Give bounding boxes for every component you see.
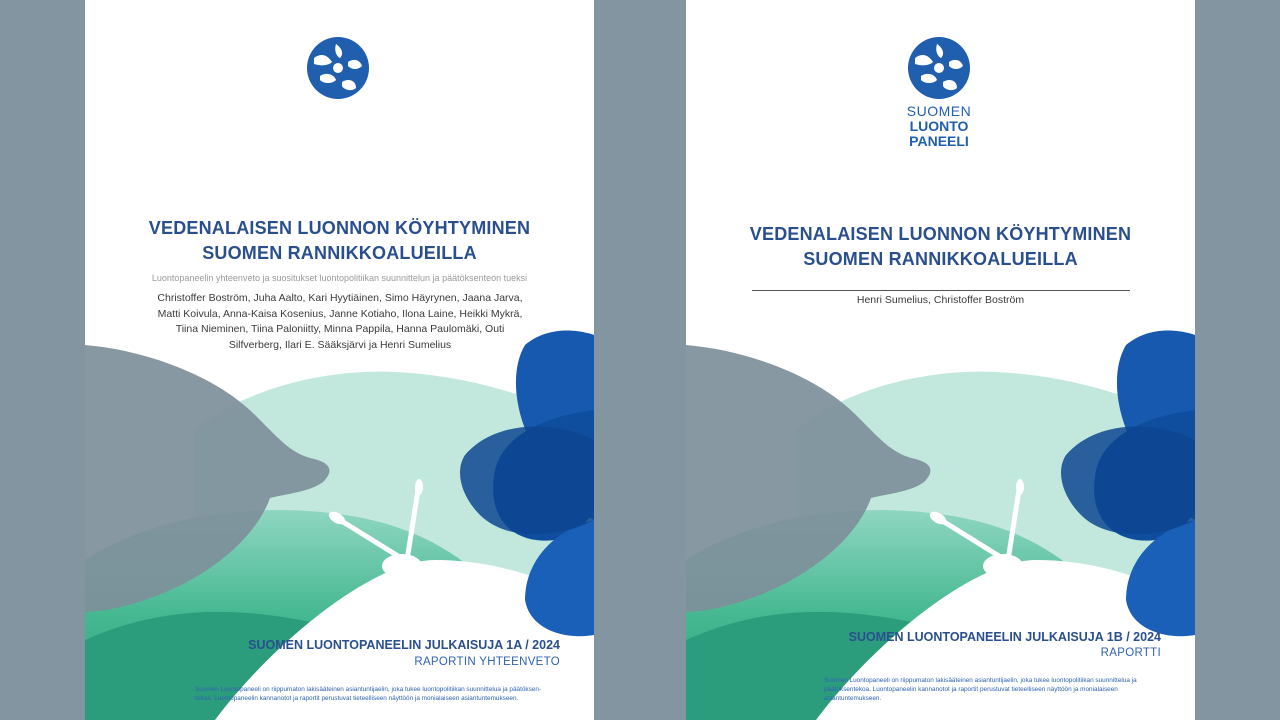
title-line-1: VEDENALAISEN LUONNON KÖYHTYMINEN — [749, 224, 1132, 244]
author-line: Tiina Nieminen, Tiina Paloniitty, Minna Pappila, Hanna Paulomäki, Outi — [175, 323, 505, 335]
publication-series: SUOMEN LUONTOPANEELIN JULKAISUJA 1B / 2024 — [848, 630, 1161, 644]
title-line-1: VEDENALAISEN LUONNON KÖYHTYMINEN — [148, 218, 531, 238]
title-line-2: SUOMEN RANNIKKOALUEILLA — [202, 243, 477, 263]
title-divider — [752, 290, 1130, 291]
author-list — [125, 291, 555, 353]
author-list: Henri Sumelius, Christoffer Boström — [856, 294, 1025, 306]
logo-word: SUOMEN — [906, 103, 972, 119]
report-title — [85, 216, 594, 266]
luontopaneeli-logo-icon — [907, 36, 971, 100]
report-title — [686, 222, 1195, 272]
title-line-2: SUOMEN RANNIKKOALUEILLA — [803, 249, 1078, 269]
footer-line: Suomen Luontopaneeli on riippumaton lakisääteinen asiantuntijaelin, joka tukee luontopolitiikan suunnittelua ja päätöksen- — [195, 686, 542, 693]
publication-series: SUOMEN LUONTOPANEELIN JULKAISUJA 1A / 2024 — [248, 638, 560, 652]
footer-note — [824, 676, 1184, 703]
report-cover-1a — [85, 0, 594, 720]
footer-line: päätöksentekoa. Luontopaneelin kannanotot ja raportit perustuvat tieteelliseen näyttöön ja monialaiseen — [824, 686, 1118, 693]
author-line: Matti Koivula, Anna-Kaisa Kosenius, Janne Kotiaho, Ilona Laine, Heikki Mykrä, — [157, 307, 523, 320]
logo-word: PANEELI — [909, 133, 969, 149]
report-type: RAPORTIN YHTEENVETO — [414, 656, 560, 668]
author-line: Christoffer Boström, Juha Aalto, Kari Hyytiäinen, Simo Häyrynen, Jaana Jarva, — [157, 292, 523, 304]
report-cover-1b — [686, 0, 1195, 720]
logo-wordmark — [889, 104, 989, 149]
footer-line: Suomen Luontopaneeli on riippumaton lakisääteinen asiantuntijaelin, joka tukee luontopolitiikan suunnittelua ja — [824, 677, 1137, 684]
cover-illustration — [85, 0, 594, 720]
report-type: RAPORTTI — [1100, 647, 1161, 659]
footer-line: tekoa. Luontopaneelin kannanotot ja raportit perustuvat tieteelliseen näyttöön ja monialaiseen asiantuntemukseen. — [195, 695, 519, 702]
report-subtitle: Luontopaneelin yhteenveto ja suositukset luontopolitiikan suunnittelun ja päätöksenteon tueksi — [151, 273, 528, 283]
author-line: Silfverberg, Ilari E. Sääksjärvi ja Henri Sumelius — [228, 338, 452, 351]
luontopaneeli-logo-icon — [306, 36, 370, 100]
footer-line: asiantuntemukseen. — [824, 695, 882, 702]
footer-note — [195, 685, 580, 703]
logo-word: LUONTO — [909, 118, 969, 134]
